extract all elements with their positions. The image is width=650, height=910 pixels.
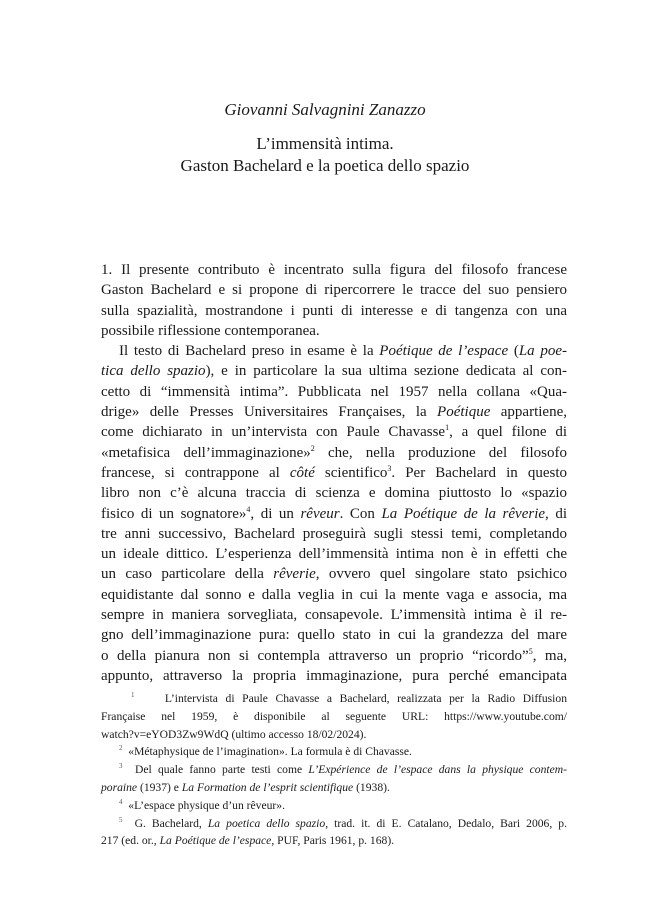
text-line: «metafisica dell’immaginazione»$^2$ che, nella produzione del filosofo	[101, 443, 567, 461]
text-line: o della pianura non si contempla attraverso un proprio “ricordo”$^5$, ma,	[101, 646, 567, 664]
text-line: Gaston Bachelard e si propone di ripercorrere le tracce del suo pensiero	[101, 282, 567, 299]
footnote-number: 5	[119, 815, 123, 824]
text-line: equidistante dal sonno e dalla veglia in cui la mente vaga e associa, ma	[101, 586, 567, 603]
text-line: francese, si contrappone al côté scientifico$^3$. Per Bachelard in questo	[101, 463, 567, 481]
text-line: come dichiarato in un’intervista con Paule Chavasse$^1$, a quel filone di	[101, 423, 567, 441]
footnote-2: $^2$ «Métaphysique de l’imagination». La formula è di Chavasse.	[119, 744, 412, 759]
text-line: drige» delle Presses Universitaires Françaises, la Poétique appartiene,	[101, 404, 567, 421]
body-text	[101, 260, 567, 686]
footnote-ref: 2	[310, 443, 315, 453]
footnote-1: $^1$ L’intervista di Paule Chavasse a Bachelard, realizzata per la Radio Diffusion	[131, 691, 568, 705]
text-line: fisico di un sognatore»$^4$, di un rêveur. Con La Poétique de la rêverie, di	[101, 504, 567, 522]
footnote-line: Française nel 1959, è disponibile al seguente URL: https://www.youtube.com/	[101, 709, 567, 723]
footnote-number: 3	[119, 762, 123, 771]
text-line: possibile riflessione contemporanea.	[101, 322, 320, 339]
text-line: libro non c’è alcuna traccia di scienza e domina piuttosto lo «spazio	[101, 485, 567, 502]
footnote-4: $^4$ «L’espace physique d’un rêveur».	[119, 797, 285, 812]
footnote-5: $^5$ G. Bachelard, La poetica dello spazio, trad. it. di E. Catalano, Dedalo, Bari 2006, p.	[119, 815, 567, 830]
footnote-number: 1	[131, 691, 135, 700]
text-line: cetto di “immensità intima”. Pubblicata nel 1957 nella collana «Qua-	[101, 383, 567, 400]
text-line: sulla spazialità, mostrandone i punti di interesse e di tangenza con una	[101, 302, 567, 319]
footnote-line: 217 (ed. or., La Poétique de l’espace, PUF, Paris 1961, p. 168).	[101, 834, 395, 848]
text-line: tica dello spazio), e in particolare la sua ultima sezione dedicata al con-	[101, 363, 567, 380]
chapter-author: Giovanni Salvagnini Zanazzo	[224, 100, 426, 119]
footnote-ref: 3	[387, 463, 392, 473]
text-line: tre anni successivo, Bachelard proseguirà sugli stessi temi, completando	[101, 525, 567, 542]
footnote-number: 2	[119, 744, 123, 753]
footnote-ref: 5	[528, 646, 533, 656]
title-line-1: L’immensità intima.	[256, 134, 394, 153]
footnote-line: watch?v=eYOD3Zw9WdQ (ultimo accesso 18/02/2024).	[101, 727, 367, 741]
text-line: 1. Il presente contributo è incentrato sulla figura del filosofo francese	[101, 262, 567, 278]
text-line: sempre in maniera sorvegliata, consapevole. L’immensità intima è il re-	[101, 607, 567, 624]
footnote-line: poraine (1937) e La Formation de l’esprit scientifique (1938).	[101, 780, 390, 794]
footnote-ref: 1	[445, 423, 450, 433]
text-line: Il testo di Bachelard preso in esame è la Poétique de l’espace (La poe-	[119, 343, 567, 360]
title-line-2: Gaston Bachelard e la poetica dello spazio	[180, 156, 470, 175]
text-line: appunto, attraverso la propria immaginazione, pura perché emancipata	[101, 667, 567, 684]
footnotes	[101, 690, 567, 850]
text-line: un caso particolare della rêverie, ovvero quel singolare stato psichico	[101, 566, 567, 583]
text-line: un ideale dittico. L’esperienza dell’immensità intima non è in effetti che	[101, 546, 567, 563]
footnote-ref: 4	[246, 504, 251, 514]
footnote-3: $^3$ Del quale fanno parte testi come L’Expérience de l’espace dans la physique contem-	[119, 762, 568, 777]
chapter-title	[0, 133, 650, 177]
footnote-number: 4	[119, 797, 123, 806]
text-line: gno dell’immaginazione pura: quello stato in cui la grandezza del mare	[101, 627, 567, 644]
